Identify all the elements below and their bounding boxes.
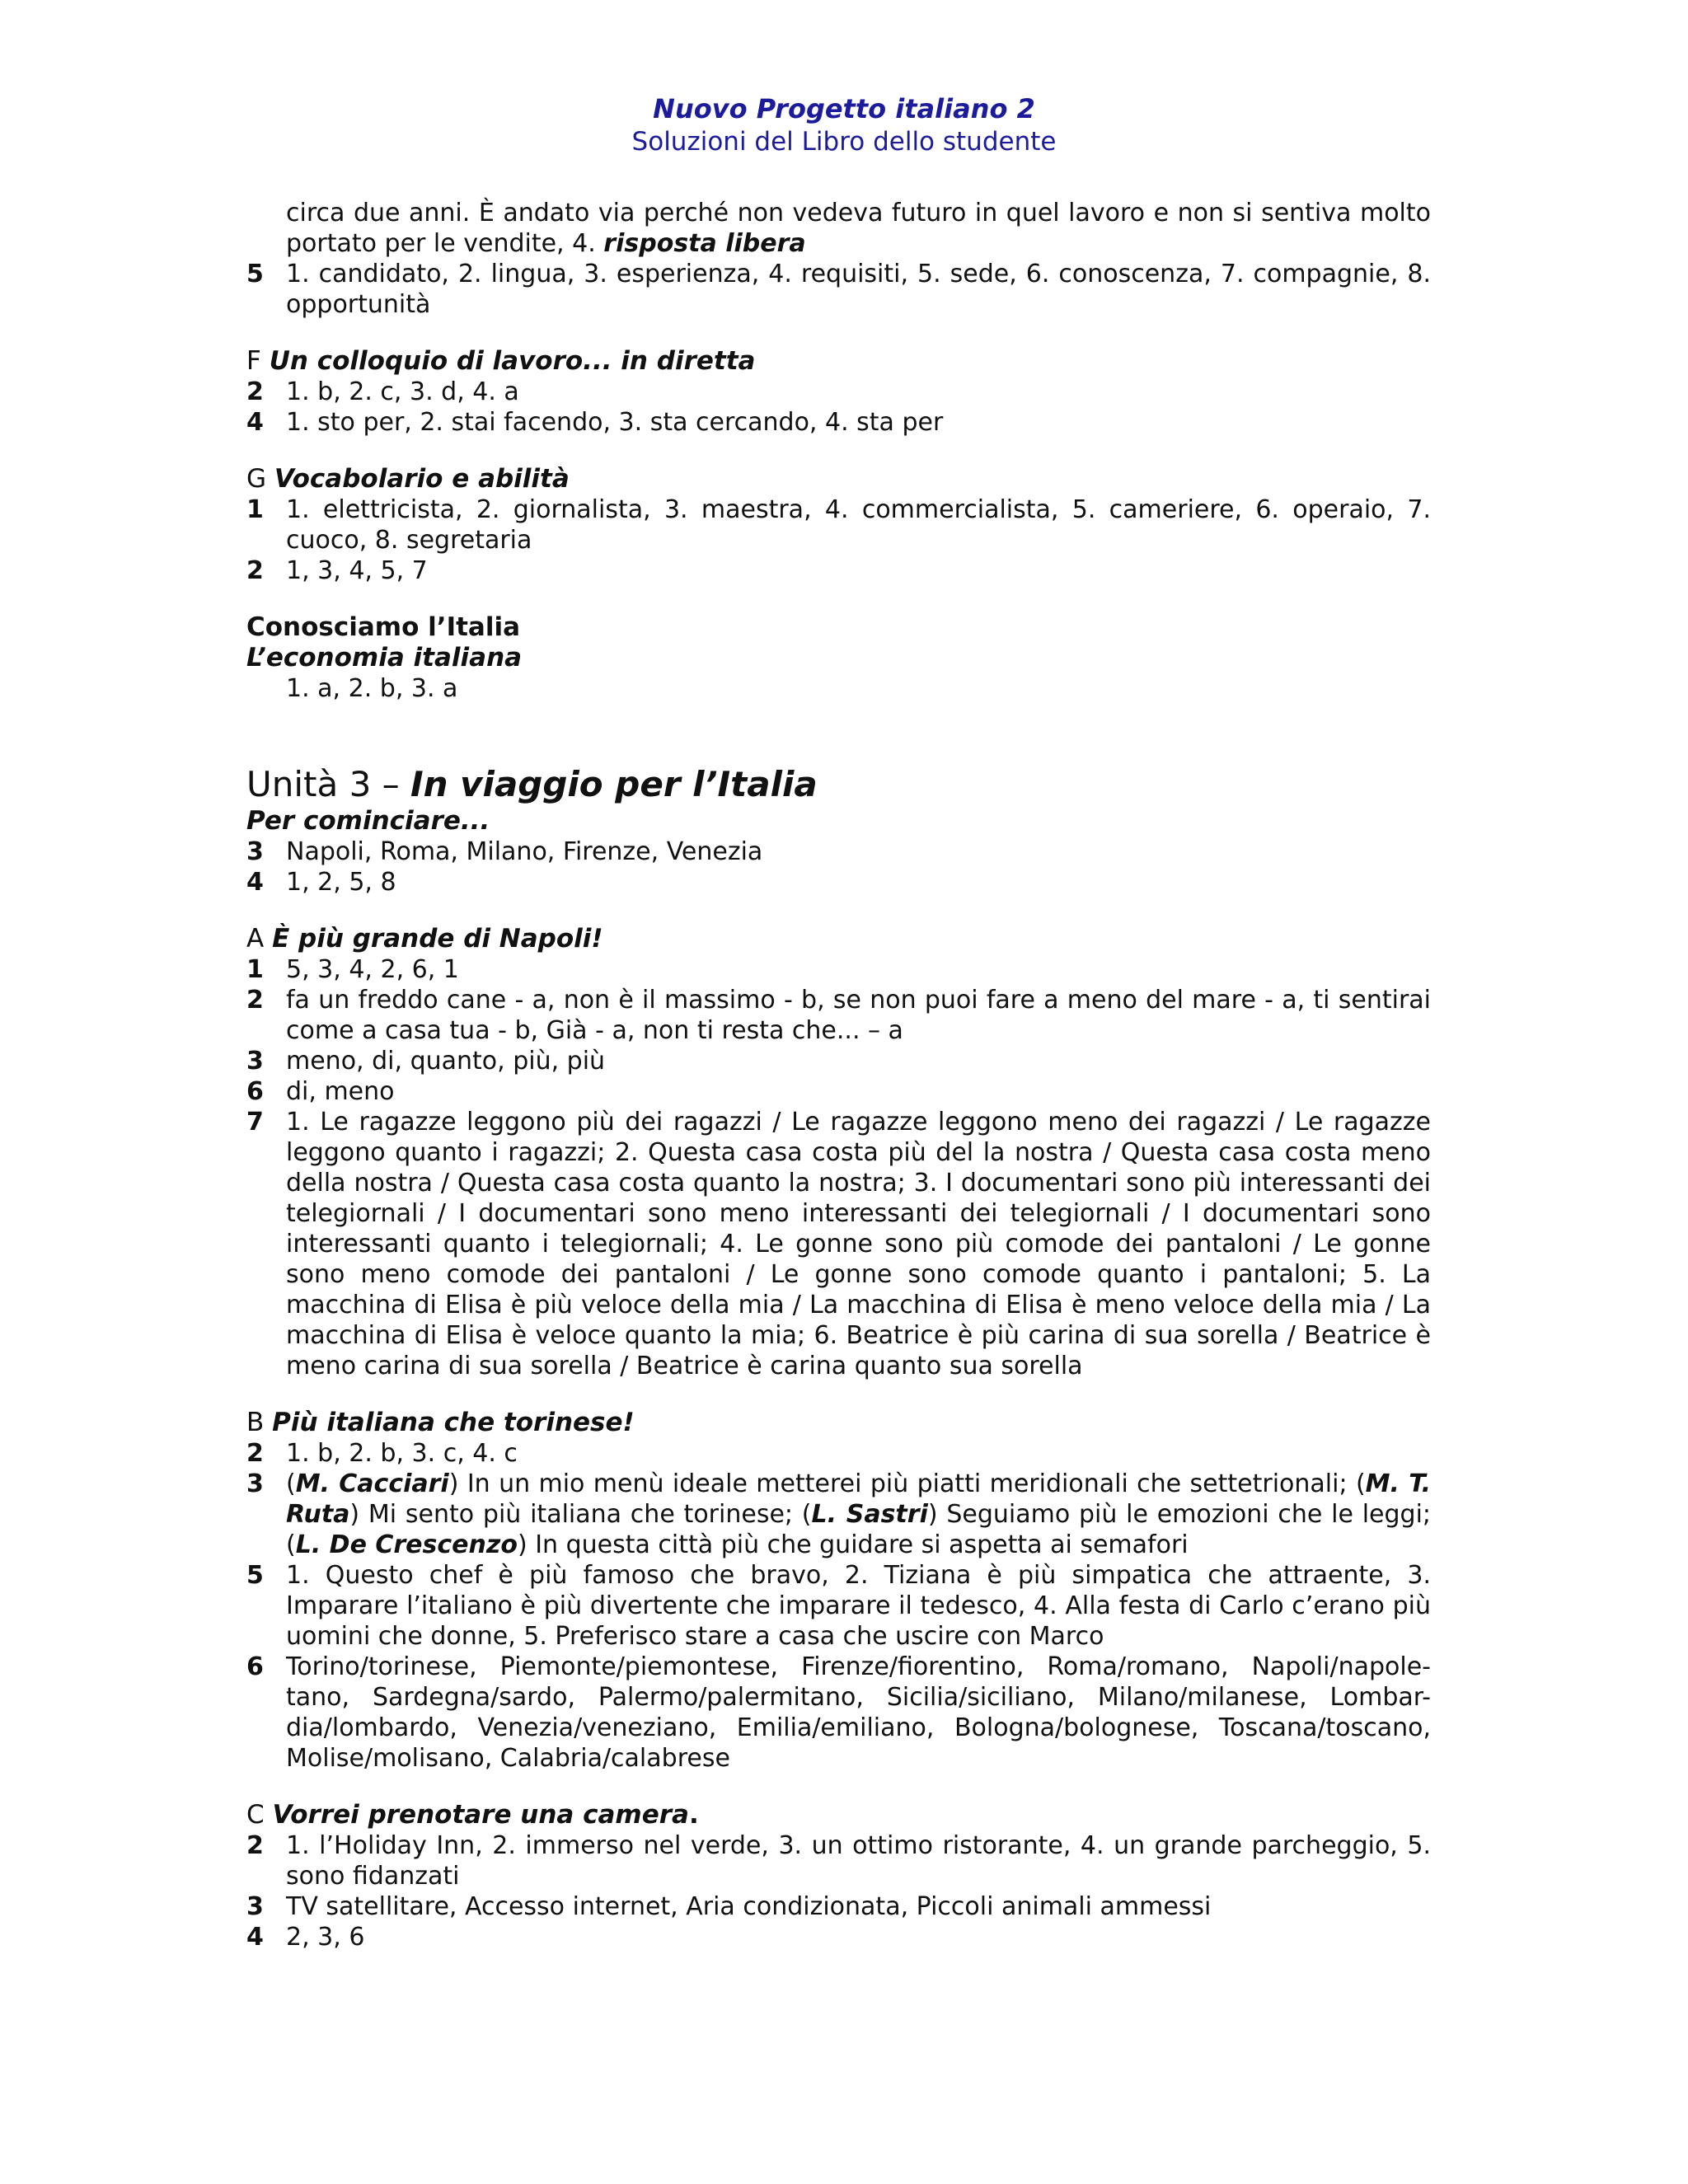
list-item: 1 5, 3, 4, 2, 6, 1 — [246, 955, 459, 984]
header-subtitle: Soluzioni del Libro dello studente — [631, 127, 1057, 157]
list-item: 3 TV satellitare, Accesso internet, Aria condizionata, Piccoli animali ammessi — [246, 1892, 1212, 1921]
section-heading-g: G Vocabolario e abilità — [246, 464, 570, 494]
section-heading-c: C Vorrei prenotare una camera. — [246, 1800, 699, 1830]
section-heading-b: B Più italiana che torinese! — [246, 1408, 635, 1437]
document-body — [246, 198, 1431, 1952]
author-name: L. De Crescenzo — [295, 1530, 518, 1559]
list-item: 2 1, 3, 4, 5, 7 — [246, 556, 428, 585]
section-heading-conosciamo: Conosciamo l’Italia L’economia italiana — [246, 612, 523, 673]
unit-intro-title: Per cominciare... — [246, 806, 490, 836]
author-name: M. T. Ruta — [286, 1469, 1431, 1529]
list-item — [246, 259, 1431, 320]
section-heading-f: F Un colloquio di lavoro... in diretta — [246, 346, 756, 376]
list-item: 1 1. elettricista, 2. giornalista, 3. maestra, 4. commercialista, 5. cameriere, 6. operaio, 7. cuoco, 8. segretaria — [246, 495, 1431, 555]
list-item — [246, 198, 1431, 259]
author-name: M. Cacciari — [295, 1469, 449, 1498]
list-item: 4 1, 2, 5, 8 — [246, 868, 396, 897]
list-item: 1. a, 2. b, 3. a — [286, 674, 458, 703]
list-item: 3 (M. Cacciari) In un mio menù ideale metterei più piatti meridionali che settetrionali; (M. T. Ruta) Mi sento più italiana che torinese; (L. Sastri) Seguiamo più le emozioni che le leggi; (L. De Crescenzo) In questa città più che guidare si aspetta ai semafori — [246, 1469, 1432, 1559]
item-number: 5 — [246, 260, 264, 288]
header-title: Nuovo Progetto italiano 2 — [653, 93, 1035, 124]
list-item: 2 1. b, 2. b, 3. c, 4. c — [246, 1439, 518, 1468]
list-item: 4 2, 3, 6 — [246, 1923, 365, 1952]
list-item: 2 1. l’Holiday Inn, 2. immerso nel verde, 3. un ottimo ristorante, 4. un grande parcheggio, 5. sono fidanzati — [246, 1831, 1431, 1891]
list-item: 6 Torino/torinese, Piemonte/piemontese, Firenze/fiorentino, Roma/romano, Napoli/napole-tano, Sardegna/sardo, Palermo/palermitano, Sicilia/siciliano, Milano/milanese, Lombar-dia/lombardo, Venezia/veneziano, Emilia/emiliano, Bologna/bolognese, Toscana/toscano, Molise/molisano, Calabria/calabrese — [246, 1652, 1431, 1773]
continued-text: circa due anni. È andato via perché non vedeva futuro in quel lavoro e non si sentiva molto portato per le vendite, 4. — [286, 199, 1431, 258]
unit-title: Unità 3 – In viaggio per l’Italia — [246, 764, 818, 804]
item-text: 1. candidato, 2. lingua, 3. esperienza, 4. requisiti, 5. sede, 6. conoscenza, 7. compagnie, 8. opportunità — [286, 260, 1431, 319]
section-heading-a: A È più grande di Napoli! — [246, 924, 603, 954]
list-item: 7 1. Le ragazze leggono più dei ragazzi / Le ragazze leggono meno dei ragazzi / Le ragazze leggono quanto i ragazzi; 2. Questa casa costa più del la nostra / Questa casa costa meno della nostra / Questa casa costa quanto la nostra; 3. I documentari sono più interessanti dei telegiornali / I documentari sono meno interessanti dei telegiornali / I documentari sono interessanti quanto i telegiornali; 4. Le gonne sono più comode dei pantaloni / Le gonne sono meno comode dei pantaloni / Le gonne sono comode quanto i pantaloni; 5. La macchina di Elisa è più veloce della mia / La macchina di Elisa è meno veloce della mia / La macchina di Elisa è veloce quanto la mia; 6. Beatrice è più carina di sua sorella / Beatrice è meno carina di sua sorella / Beatrice è carina quanto sua sorella — [246, 1108, 1431, 1380]
list-item: 2 1. b, 2. c, 3. d, 4. a — [246, 377, 519, 406]
list-item: 3 meno, di, quanto, più, più — [246, 1047, 606, 1076]
list-item: 2 fa un freddo cane - a, non è il massimo - b, se non puoi fare a meno del mare - a, ti sentirai come a casa tua - b, Già - a, non ti resta che... – a — [246, 986, 1431, 1045]
continued-text-bold: risposta libera — [603, 229, 806, 258]
list-item: 3 Napoli, Roma, Milano, Firenze, Venezia — [246, 837, 763, 866]
list-item: 4 1. sto per, 2. stai facendo, 3. sta cercando, 4. sta per — [246, 408, 944, 437]
list-item: 5 1. Questo chef è più famoso che bravo, 2. Tiziana è più simpatica che attraente, 3. Imparare l’italiano è più divertente che imparare il tedesco, 4. Alla festa di Carlo c’erano più uomini che donne, 5. Preferisco stare a casa che uscire con Marco — [246, 1561, 1431, 1651]
page-header — [0, 92, 1688, 158]
author-name: L. Sastri — [811, 1500, 928, 1529]
list-item: 6 di, meno — [246, 1077, 395, 1106]
